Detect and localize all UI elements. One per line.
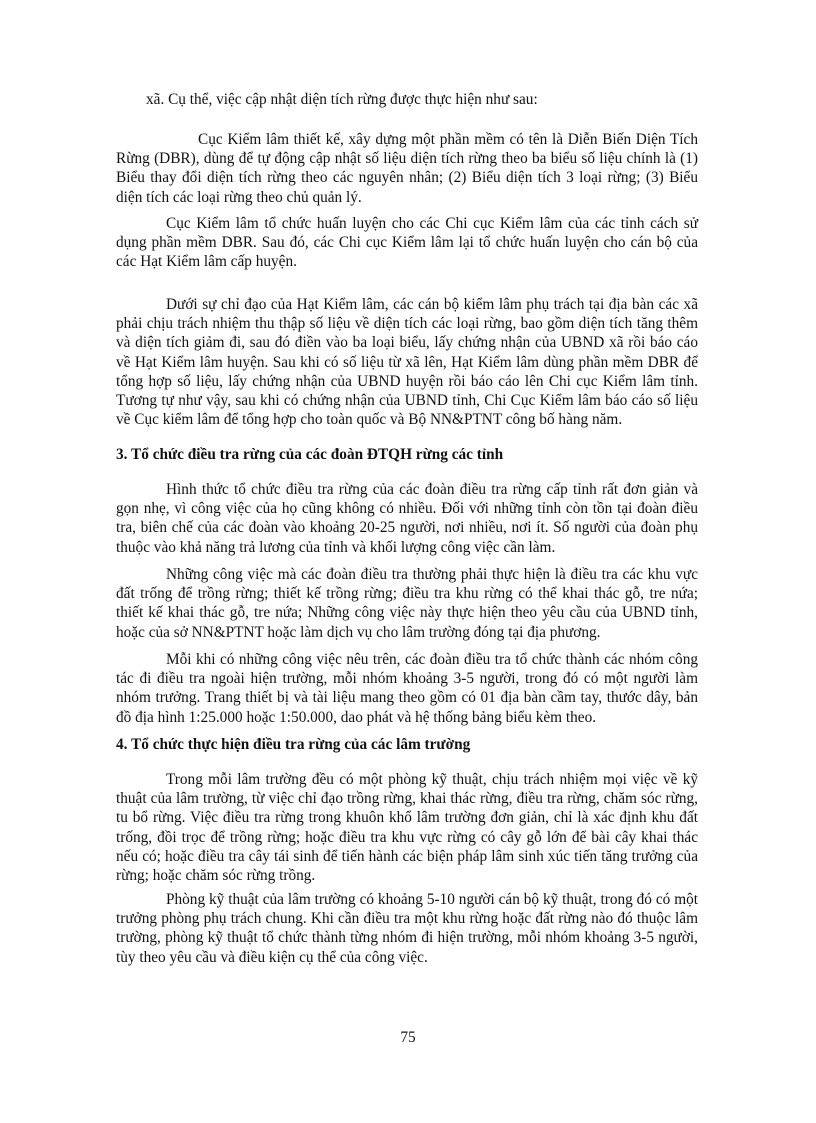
paragraph: Mỗi khi có những công việc nêu trên, các đoàn điều tra tổ chức thành các nhóm công tác đi điều tra ngoài hiện trường, mỗi nhóm khoảng 3-5 người, trong đó có một người làm nhóm trưởng. Trang thiết bị và tài liệu mang theo gồm có 01 địa bàn cầm tay, thước dây, bản đồ địa hình 1:25.000 hoặc 1:50.000, dao phát và hệ thống bảng biểu kèm theo. (116, 651, 698, 726)
paragraph: Phòng kỹ thuật của lâm trường có khoảng 5-10 người cán bộ kỹ thuật, trong đó có một trưởng phòng phụ trách chung. Khi cần điều tra một khu rừng hoặc đất rừng nào đó thuộc lâm trường, phòng kỹ thuật tổ chức thành từng nhóm đi hiện trường, mỗi nhóm khoảng 3-5 người, tùy theo yêu cầu và điều kiện cụ thể của công việc. (116, 891, 698, 966)
section-heading: 4. Tổ chức thực hiện điều tra rừng của các lâm trường (116, 736, 471, 753)
paragraph: Trong mỗi lâm trường đều có một phòng kỹ thuật, chịu trách nhiệm mọi việc về kỹ thuật của lâm trường, từ việc chỉ đạo trồng rừng, khai thác rừng, điều tra rừng, chăm sóc rừng, tu bổ rừng. Việc điều tra rừng trong khuôn khổ lâm trường đơn giản, chỉ là xác định khu đất trống, đồi trọc để trồng rừng; hoặc điều tra khu vực rừng có cây gỗ lớn để bài cây khai thác nếu có; hoặc điều tra cây tái sinh để tiến hành các biện pháp lâm sinh xúc tiến tăng trưởng của rừng; hoặc chăm sóc rừng trồng. (116, 771, 698, 885)
paragraph: Những công việc mà các đoàn điều tra thường phải thực hiện là điều tra các khu vực đất trống để trồng rừng; thiết kế trồng rừng; điều tra khu rừng có thể khai thác gỗ, tre nứa; thiết kế khai thác gỗ, tre nứa; Những công việc này thực hiện theo yêu cầu của UBND tỉnh, hoặc của sở NN&PTNT hoặc làm dịch vụ cho lâm trường đóng tại địa phương. (116, 566, 698, 641)
paragraph: Hình thức tổ chức điều tra rừng của các đoàn điều tra rừng cấp tỉnh rất đơn giản và gọn nhẹ, vì công việc của họ cũng không có nhiều. Đối với những tỉnh còn tồn tại đoàn điều tra, biên chế của các đoàn vào khoảng 20-25 người, nơi nhiều, nơi ít. Số người của đoàn phụ thuộc vào khả năng trả lương của tỉnh và khối lượng công việc cần làm. (116, 481, 698, 556)
paragraph: Dưới sự chỉ đạo của Hạt Kiểm lâm, các cán bộ kiểm lâm phụ trách tại địa bàn các xã phải chịu trách nhiệm thu thập số liệu về diện tích các loại rừng, bao gồm diện tích tăng thêm và diện tích giảm đi, sau đó điền vào ba loại biểu, lấy chứng nhận của UBND xã rồi báo cáo về Hạt Kiểm lâm huyện. Sau khi có số liệu từ xã lên, Hạt Kiểm lâm dùng phần mềm DBR để tổng hợp số liệu, lấy chứng nhận của UBND huyện rồi báo cáo lên Chi cục Kiểm lâm tỉnh. Tương tự như vậy, sau khi có chứng nhận của UBND tỉnh, Chi Cục Kiểm lâm báo cáo số liệu về Cục kiểm lâm để tổng hợp cho toàn quốc và Bộ NN&PTNT công bố hàng năm. (116, 296, 698, 429)
paragraph: Cục Kiểm lâm tổ chức huấn luyện cho các Chi cục Kiểm lâm của các tỉnh cách sử dụng phần mềm DBR. Sau đó, các Chi cục Kiểm lâm lại tổ chức huấn luyện cho cán bộ của các Hạt Kiểm lâm cấp huyện. (116, 215, 698, 271)
paragraph: Cục Kiểm lâm thiết kế, xây dựng một phần mềm có tên là Diễn Biến Diện Tích Rừng (DBR), dùng để tự động cập nhật số liệu diện tích rừng theo ba biểu số liệu chính là (1) Biểu thay đổi diện tích rừng theo các nguyên nhân; (2) Biểu diện tích 3 loại rừng; (3) Biểu diện tích các loại rừng theo chủ quản lý. (116, 131, 698, 206)
paragraph: xã. Cụ thể, việc cập nhật diện tích rừng được thực hiện như sau: (146, 91, 538, 108)
page-number: 75 (400, 1029, 416, 1046)
section-heading: 3. Tổ chức điều tra rừng của các đoàn ĐTQH rừng các tỉnh (116, 446, 504, 463)
